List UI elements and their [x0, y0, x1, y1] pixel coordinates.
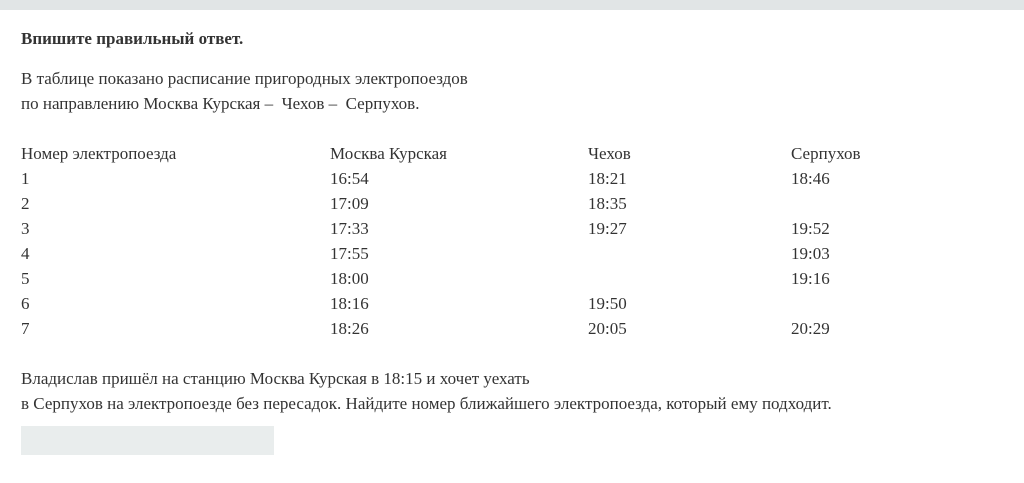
- prompt-title: Впишите правильный ответ.: [21, 29, 244, 48]
- table-cell: 18:46: [791, 169, 830, 188]
- column-header-train-number: Номер электропоезда: [21, 144, 177, 163]
- table-cell: 18:16: [330, 294, 369, 313]
- column-header-moskva-kurskaya: Москва Курская: [330, 144, 447, 163]
- table-cell: 18:35: [588, 194, 627, 213]
- table-cell: 19:16: [791, 269, 830, 288]
- table-cell: 16:54: [330, 169, 369, 188]
- table-cell: 4: [21, 244, 30, 263]
- table-cell: [791, 291, 1003, 316]
- table-cell: 1: [21, 169, 30, 188]
- table-cell: [588, 266, 791, 291]
- table-cell: 7: [21, 319, 30, 338]
- table-cell: 19:03: [791, 244, 830, 263]
- table-cell: 20:29: [791, 319, 830, 338]
- table-cell: [588, 241, 791, 266]
- question-text: [21, 366, 1003, 416]
- table-cell: 5: [21, 269, 30, 288]
- table-cell: 17:55: [330, 244, 369, 263]
- table-cell: 3: [21, 219, 30, 238]
- train-timetable: [21, 141, 1003, 341]
- table-cell: 19:27: [588, 219, 627, 238]
- table-cell: 17:09: [330, 194, 369, 213]
- table-cell: 20:05: [588, 319, 627, 338]
- exercise-panel: [0, 26, 1024, 455]
- question-line-1: Владислав пришёл на станцию Москва Курская в 18:15 и хочет уехать: [21, 369, 530, 388]
- question-line-2: в Серпухов на электропоезде без пересадок. Найдите номер ближайшего электропоезда, который ему подходит.: [21, 394, 832, 413]
- answer-input[interactable]: [21, 426, 274, 455]
- task-intro-line-2: по направлению Москва Курская – Чехов – Серпухов.: [21, 94, 420, 113]
- task-intro: [21, 66, 1003, 116]
- table-cell: 2: [21, 194, 30, 213]
- table-cell: 18:26: [330, 319, 369, 338]
- table-cell: 6: [21, 294, 30, 313]
- table-cell: 19:52: [791, 219, 830, 238]
- column-header-chekhov: Чехов: [588, 144, 631, 163]
- column-header-serpukhov: Серпухов: [791, 144, 861, 163]
- table-cell: 17:33: [330, 219, 369, 238]
- table-cell: 18:00: [330, 269, 369, 288]
- table-cell: 19:50: [588, 294, 627, 313]
- top-divider-bar: [0, 0, 1024, 10]
- table-cell: 18:21: [588, 169, 627, 188]
- table-cell: [791, 191, 1003, 216]
- task-intro-line-1: В таблице показано расписание пригородных электропоездов: [21, 69, 468, 88]
